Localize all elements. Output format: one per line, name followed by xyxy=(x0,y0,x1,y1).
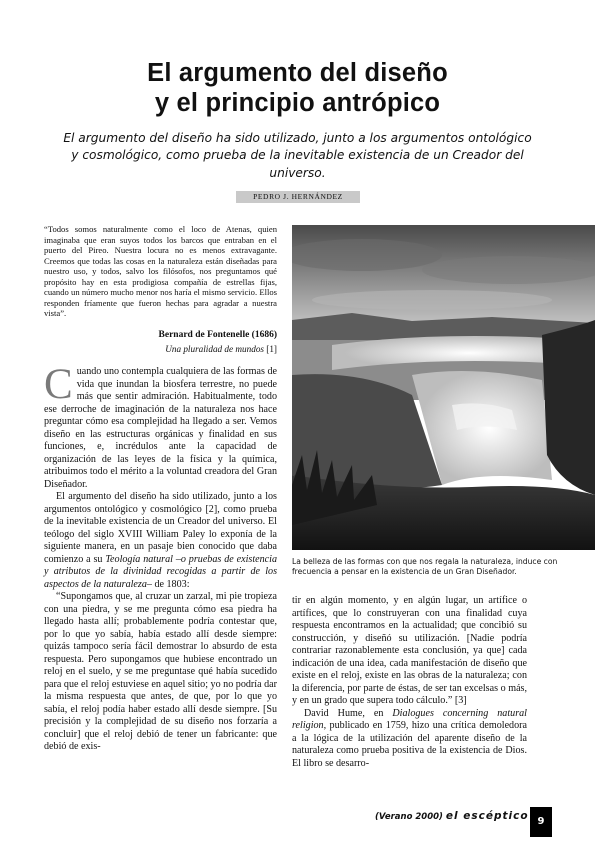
epigraph-author: Bernard de Fontenelle (1686) xyxy=(158,330,277,340)
body-column-left xyxy=(44,361,277,754)
body-paragraph xyxy=(292,708,527,771)
paragraph-text: uando uno contempla cualquiera de las formas de vida que inundan la biosfera terrestre, no puede más que sentir admiración. Habitualmente, todo ese derroche de imaginación de la naturaleza nos hace preguntar cómo esa complejidad ha llegado a ser. Vemos diseño en las estructuras orgánicas y finalidad en sus funciones, e, incrédulos ante la capacidad de organización de las leyes de la física y la química, atribuimos todo el mérito a la voluntad creadora del Gran Diseñador. xyxy=(44,366,277,490)
magazine-name: el escéptico xyxy=(445,810,529,822)
waterfall-photo xyxy=(292,225,595,550)
book-title-italic: Dialogues concerning natural religion, xyxy=(292,707,527,731)
waterfall-image xyxy=(292,225,595,550)
page-footer xyxy=(375,810,529,822)
article-title xyxy=(40,58,555,118)
title-line-2: y el principio antrópico xyxy=(154,89,441,117)
drop-cap: C xyxy=(44,361,73,408)
body-paragraph: tir en algún momento, y en algún lugar, un artífice o artífices, que lo construyeran con una finalidad cuya respuesta encontramos en la actualidad; que concibió su construcción, y diseñó su utilización. [Nadie podría contrariar razonablemente esta conclusión, ya que] cada indicación de una idea, cada manifestación de diseño que existe en el reloj, existe en las obras de la naturaleza; con la diferencia, por parte de éstas, de ser tan excelsas o más, y en un grado que supera todo cálculo.” [3] xyxy=(292,595,527,706)
body-paragraph xyxy=(44,361,277,491)
photo-caption: La belleza de las formas con que nos regala la naturaleza, induce con frecuencia a pensar en la existencia de un Gran Diseñador. xyxy=(292,557,558,576)
epigraph-source-ref: [1] xyxy=(263,344,277,354)
paragraph-text: El argumento del diseño ha sido utilizado, junto a los argumentos ontológico y cosmológico [2], como prueba de la inevitable existencia de un Creador del universo. El teólogo del siglo XVIII William Paley lo exponía de la siguiente manera, en un pasaje bien conocido que daba comienzo a su xyxy=(44,491,277,565)
epigraph-quote: “Todos somos naturalmente como el loco de Atenas, quien imaginaba que eran suyos todos los barcos que entraban en el puerto del Pireo. Nuestra locura no es menos extravagante. Creemos que todas las cosas en la naturaleza están diseñadas para nuestro uso, y todos, salvo los filósofos, nos preguntamos qué propósito hay en esta prodigiosa compañía de estrellas fijas, cuando un número mucho menor nos haría el mismo servicio. Ellos responden fríamente que fueron hechas para agradar a nuestra vista”. xyxy=(44,224,277,318)
body-paragraph xyxy=(44,491,277,591)
page-number: 9 xyxy=(530,807,552,837)
paragraph-text: David Hume, en xyxy=(304,707,393,719)
body-column-right xyxy=(292,595,527,770)
paragraph-text: publicado en 1759, hizo una crítica demoledora a la lógica de la utilización del aparente diseño de la naturaleza como prueba positiva de la existencia de Dios. El libro se desarro- xyxy=(292,720,527,769)
author-byline: PEDRO J. HERNÁNDEZ xyxy=(236,191,360,203)
issue-date: (Verano 2000) xyxy=(375,812,443,822)
book-title-italic: Teología natural –o pruebas de existencia y atributos de la divinidad recogidas a partir de los aspectos de la naturaleza– xyxy=(44,553,277,590)
body-paragraph: “Supongamos que, al cruzar un zarzal, mi pie tropieza con una piedra, y se me pregunta cómo esa piedra ha llegado hasta allí; probablemente podría contestar que, por lo que yo sabía, había estado allí desde siempre: quizás tampoco sería fácil demostrar lo absurdo de esta respuesta. Pero supongamos que hubiese encontrado un reloj en el suelo, y se me preguntase qué había sucedido para que el reloj estuviese en aquel sitio; yo no podría dar la misma respuesta que antes, de que, por lo que yo sabía, el reloj podía haber estado allí desde siempre. [Su precisión y la complejidad de su diseño nos forzaría a concluir] que el reloj debió de tener un fabricante: que debió de exis- xyxy=(44,591,277,752)
epigraph-source-title: Una pluralidad de mundos xyxy=(165,344,264,354)
title-line-1: El argumento del diseño xyxy=(147,59,448,87)
epigraph-source xyxy=(165,344,277,354)
paragraph-text: de 1803: xyxy=(151,578,190,590)
article-subtitle: El argumento del diseño ha sido utilizado, junto a los argumentos ontológico y cosmológico, como prueba de la inevitable existencia de un Creador del universo. xyxy=(63,131,532,180)
